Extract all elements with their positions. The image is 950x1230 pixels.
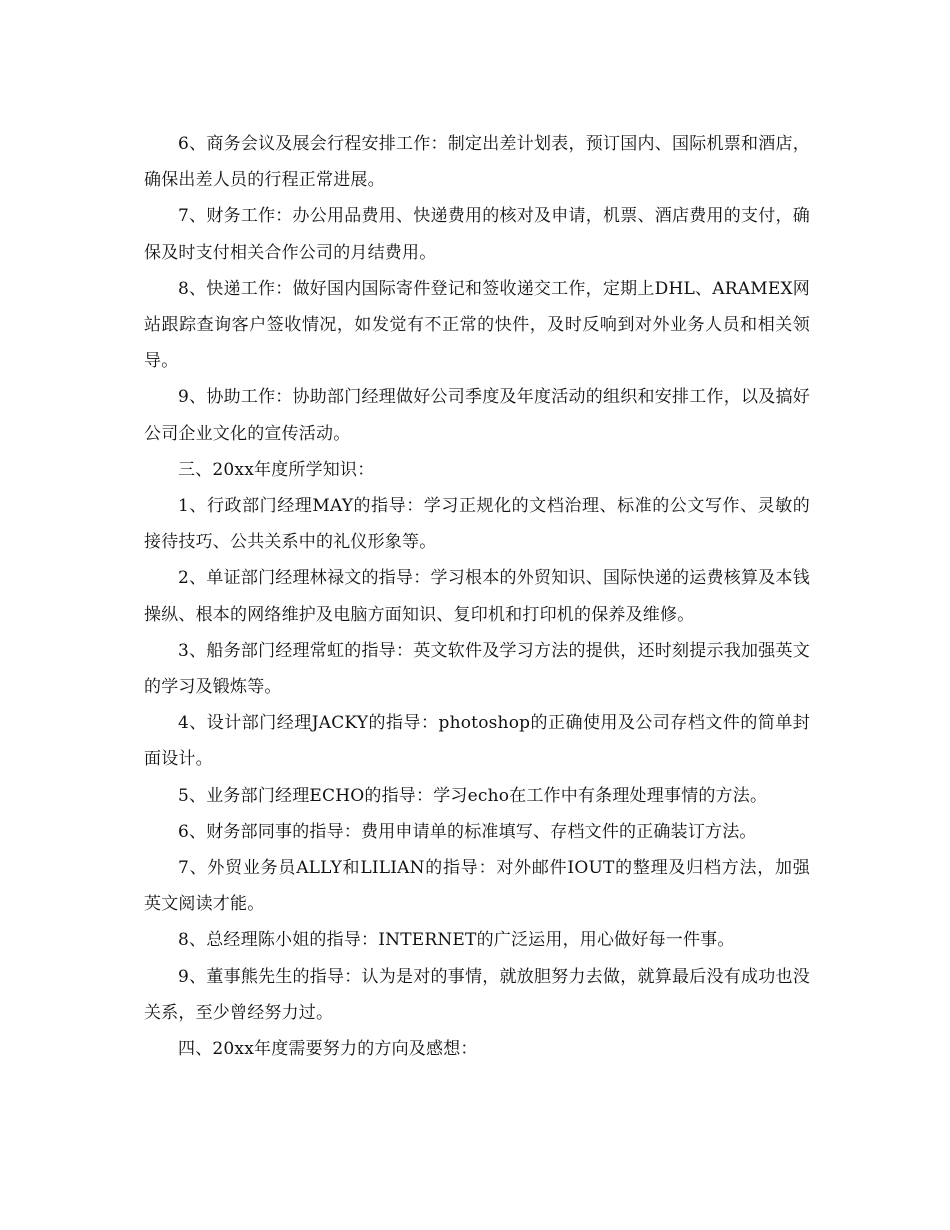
paragraph-trade-guidance: 7、外贸业务员ALLY和LILIAN的指导：对外邮件IOUT的整理及归档方法，加强英文阅读才能。: [144, 858, 810, 915]
paragraph-admin-guidance: 1、行政部门经理MAY的指导：学习正规化的文档治理、标准的公文写作、灵敏的接待技巧、公共关系中的礼仪形象等。: [144, 496, 810, 553]
section-heading-knowledge: 三、20xx年度所学知识：: [178, 459, 375, 480]
paragraph-documents-guidance: 2、单证部门经理林禄文的指导：学习根本的外贸知识、国际快递的运费核算及本钱操纵、根本的网络维护及电脑方面知识、复印机和打印机的保养及维修。: [144, 568, 810, 625]
paragraph-courier-work: 8、快递工作：做好国内国际寄件登记和签收递交工作，定期上DHL、ARAMEX网站跟踪查询客户签收情况，如发觉有不正常的快件，及时反响到对外业务人员和相关领导。: [144, 278, 810, 372]
document-body: [144, 126, 810, 1067]
paragraph-finance-guidance: 6、财务部同事的指导：费用申请单的标准填写、存档文件的正确装订方法。: [178, 821, 757, 842]
paragraph-business-travel: 6、商务会议及展会行程安排工作：制定出差计划表，预订国内、国际机票和酒店，确保出差人员的行程正常进展。: [144, 134, 810, 191]
paragraph-sales-guidance: 5、业务部门经理ECHO的指导：学习echo在工作中有条理处理事情的方法。: [178, 785, 768, 806]
paragraph-assist-work: 9、协助工作：协助部门经理做好公司季度及年度活动的组织和安排工作，以及搞好公司企业文化的宣传活动。: [144, 387, 810, 444]
paragraph-shipping-guidance: 3、船务部门经理常虹的指导：英文软件及学习方法的提供，还时刻提示我加强英文的学习及锻炼等。: [144, 640, 810, 698]
section-heading-goals: 四、20xx年度需要努力的方向及感想：: [178, 1039, 478, 1060]
paragraph-gm-guidance: 8、总经理陈小姐的指导：INTERNET的广泛运用，用心做好每一件事。: [178, 930, 735, 951]
paragraph-finance-work: 7、财务工作：办公用品费用、快递费用的核对及申请，机票、酒店费用的支付，确保及时支付相关合作公司的月结费用。: [144, 206, 810, 263]
paragraph-director-guidance: 9、董事熊先生的指导：认为是对的事情，就放胆努力去做，就算最后没有成功也没关系，至少曾经努力过。: [144, 966, 810, 1023]
paragraph-design-guidance: 4、设计部门经理JACKY的指导：photoshop的正确使用及公司存档文件的简单封面设计。: [144, 713, 810, 770]
